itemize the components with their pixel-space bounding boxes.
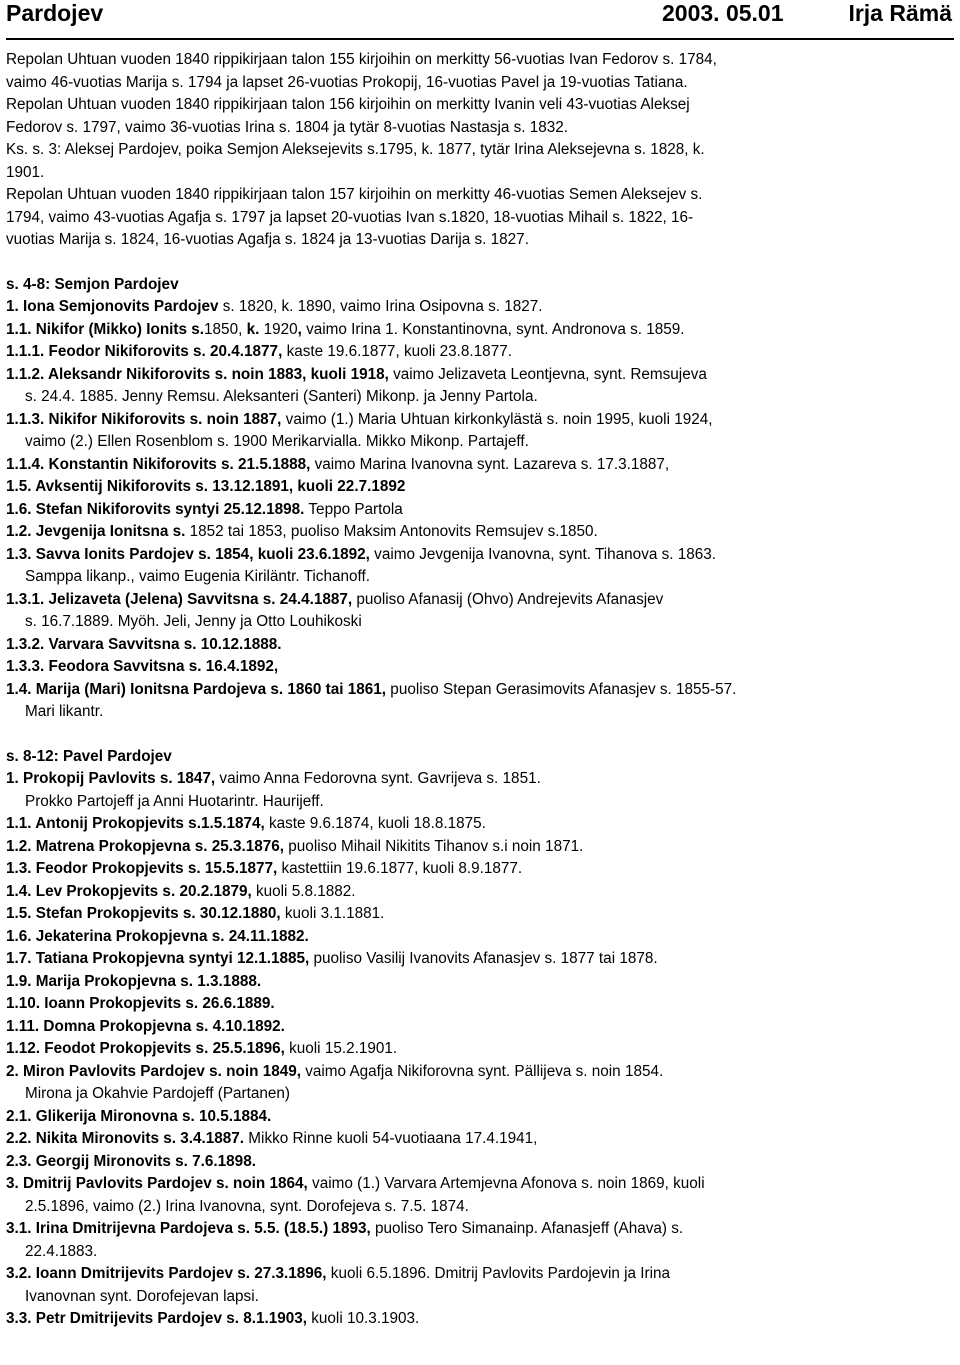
genealogy-entry: 1.5. Avksentij Nikiforovits s. 13.12.1891, kuoli 22.7.1892 <box>6 478 406 495</box>
document-header <box>6 0 954 40</box>
text-line: Fedorov s. 1797, vaimo 36-vuotias Irina s. 1804 ja tytär 8-vuotias Nastasja s. 1832. <box>6 118 569 136</box>
genealogy-entry: 1.12. Feodot Prokopjevits s. 25.5.1896, kuoli 15.2.1901. <box>6 1040 398 1057</box>
entry-continuation: Samppa likanp., vaimo Eugenia Kiriläntr. Tichanoff. <box>25 568 370 585</box>
entry-continuation: s. 24.4. 1885. Jenny Remsu. Aleksanteri (Santeri) Mikonp. ja Jenny Partola. <box>25 388 538 405</box>
document-body <box>6 40 954 1331</box>
text-line: Repolan Uhtuan vuoden 1840 rippikirjaan talon 156 kirjoihin on merkitty Ivanin veli 43-vuotias Aleksej <box>6 96 690 113</box>
genealogy-entry: 1. Iona Semjonovits Pardojev s. 1820, k. 1890, vaimo Irina Osipovna s. 1827. <box>6 298 543 315</box>
genealogy-entry: 1.3. Savva Ionits Pardojev s. 1854, kuoli 23.6.1892, vaimo Jevgenija Ivanovna, synt. Tihanova s. 1863. <box>6 545 717 563</box>
entry-continuation: s. 16.7.1889. Myöh. Jeli, Jenny ja Otto Louhikoski <box>25 613 362 630</box>
genealogy-entry: 1.5. Stefan Prokopjevits s. 30.12.1880, kuoli 3.1.1881. <box>6 905 385 922</box>
genealogy-entry: 1.3.1. Jelizaveta (Jelena) Savvitsna s. 24.4.1887, puoliso Afanasij (Ohvo) Andrejevits Afanasjev <box>6 590 664 608</box>
genealogy-entry: 1.1.3. Nikifor Nikiforovits s. noin 1887, vaimo (1.) Maria Uhtuan kirkonkylästä s. noin 1995, kuoli 1924, <box>6 410 713 428</box>
genealogy-entry: 2.1. Glikerija Mironovna s. 10.5.1884. <box>6 1107 272 1125</box>
entry-continuation: 2.5.1896, vaimo (2.) Irina Ivanovna, synt. Dorofejeva s. 7.5. 1874. <box>25 1197 469 1215</box>
genealogy-entry: 2.3. Georgij Mironovits s. 7.6.1898. <box>6 1152 256 1170</box>
document-page <box>6 0 954 1331</box>
text-line: vuotias Marija s. 1824, 16-vuotias Agafja s. 1824 ja 13-vuotias Darija s. 1827. <box>6 231 529 248</box>
text-line: 1901. <box>6 163 45 181</box>
section-heading: s. 8-12: Pavel Pardojev <box>6 747 172 765</box>
entry-continuation: Mari likantr. <box>25 703 104 720</box>
genealogy-entry: 1.4. Lev Prokopjevits s. 20.2.1879, kuoli 5.8.1882. <box>6 882 356 900</box>
genealogy-entry: 1.3.3. Feodora Savvitsna s. 16.4.1892, <box>6 658 279 675</box>
genealogy-entry: 3.3. Petr Dmitrijevits Pardojev s. 8.1.1903, kuoli 10.3.1903. <box>6 1310 420 1327</box>
genealogy-entry: 3.1. Irina Dmitrijevna Pardojeva s. 5.5. (18.5.) 1893, puoliso Tero Simanainp. Afanasjeff (Ahava) s. <box>6 1220 684 1237</box>
genealogy-entry: 1.3.2. Varvara Savvitsna s. 10.12.1888. <box>6 635 282 653</box>
text-line: vaimo 46-vuotias Marija s. 1794 ja lapset 26-vuotias Prokopij, 16-vuotias Pavel ja 19-vuotias Tatiana. <box>6 73 688 91</box>
entry-continuation: Ivanovnan synt. Dorofejevan lapsi. <box>25 1287 259 1305</box>
entry-continuation: 22.4.1883. <box>25 1242 98 1260</box>
genealogy-entry: 1.3. Feodor Prokopjevits s. 15.5.1877, kastettiin 19.6.1877, kuoli 8.9.1877. <box>6 860 523 877</box>
genealogy-entry: 1.11. Domna Prokopjevna s. 4.10.1892. <box>6 1017 285 1035</box>
entry-continuation: Prokko Partojeff ja Anni Huotarintr. Haurijeff. <box>25 792 324 810</box>
genealogy-entry: 1. Prokopij Pavlovits s. 1847, vaimo Anna Fedorovna synt. Gavrijeva s. 1851. <box>6 770 541 787</box>
entry-continuation: vaimo (2.) Ellen Rosenblom s. 1900 Merikarvialla. Mikko Mikonp. Partajeff. <box>25 433 529 450</box>
text-line: Ks. s. 3: Aleksej Pardojev, poika Semjon Aleksejevits s.1795, k. 1877, tytär Irina Aleksejevna s. 1828, k. <box>6 141 705 158</box>
text-line: 1794, vaimo 43-vuotias Agafja s. 1797 ja lapset 20-vuotias Ivan s.1820, 18-vuotias Mihail s. 1822, 16- <box>6 208 694 226</box>
genealogy-entry: 1.6. Stefan Nikiforovits syntyi 25.12.1898. Teppo Partola <box>6 500 403 518</box>
family-name: Pardojev <box>6 0 104 26</box>
genealogy-entry: 1.2. Matrena Prokopjevna s. 25.3.1876, puoliso Mihail Nikitits Tihanov s.i noin 1871. <box>6 837 584 855</box>
genealogy-entry: 1.2. Jevgenija Ionitsna s. 1852 tai 1853, puoliso Maksim Antonovits Remsujev s.1850. <box>6 523 598 540</box>
genealogy-entry: 1.6. Jekaterina Prokopjevna s. 24.11.1882. <box>6 927 309 945</box>
genealogy-entry: 3. Dmitrij Pavlovits Pardojev s. noin 1864, vaimo (1.) Varvara Artemjevna Afonova s. noin 1869, kuoli <box>6 1175 705 1192</box>
genealogy-entry: 1.9. Marija Prokopjevna s. 1.3.1888. <box>6 972 262 990</box>
genealogy-entry: 1.1.2. Aleksandr Nikiforovits s. noin 1883, kuoli 1918, vaimo Jelizaveta Leontjevna, synt. Remsujeva <box>6 365 707 383</box>
genealogy-entry: 1.10. Ioann Prokopjevits s. 26.6.1889. <box>6 995 275 1012</box>
genealogy-entry: 1.1. Nikifor (Mikko) Ionits s.1850, k. 1920, vaimo Irina 1. Konstantinovna, synt. Andronova s. 1859. <box>6 320 685 338</box>
genealogy-entry: 2. Miron Pavlovits Pardojev s. noin 1849, vaimo Agafja Nikiforovna synt. Pällijeva s. noin 1854. <box>6 1062 664 1080</box>
genealogy-entry: 3.2. Ioann Dmitrijevits Pardojev s. 27.3.1896, kuoli 6.5.1896. Dmitrij Pavlovits Pardojevin ja Irina <box>6 1265 671 1282</box>
genealogy-entry: 2.2. Nikita Mironovits s. 3.4.1887. Mikko Rinne kuoli 54-vuotiaana 17.4.1941, <box>6 1130 538 1147</box>
genealogy-entry: 1.1.1. Feodor Nikiforovits s. 20.4.1877, kaste 19.6.1877, kuoli 23.8.1877. <box>6 343 512 360</box>
entry-continuation: Mirona ja Okahvie Pardojeff (Partanen) <box>25 1085 290 1102</box>
section-heading: s. 4-8: Semjon Pardojev <box>6 275 179 293</box>
genealogy-entry: 1.4. Marija (Mari) Ionitsna Pardojeva s. 1860 tai 1861, puoliso Stepan Gerasimovits Afanasjev s. 1855-57. <box>6 680 737 698</box>
genealogy-entry: 1.1.4. Konstantin Nikiforovits s. 21.5.1888, vaimo Marina Ivanovna synt. Lazareva s. 17.3.1887, <box>6 455 670 473</box>
text-line: Repolan Uhtuan vuoden 1840 rippikirjaan talon 157 kirjoihin on merkitty 46-vuotias Semen Aleksejev s. <box>6 186 703 203</box>
genealogy-entry: 1.1. Antonij Prokopjevits s.1.5.1874, kaste 9.6.1874, kuoli 18.8.1875. <box>6 815 486 832</box>
author-name: Irja Rämä <box>848 0 952 26</box>
document-date: 2003. 05.01 <box>662 0 784 26</box>
genealogy-entry: 1.7. Tatiana Prokopjevna syntyi 12.1.1885, puoliso Vasilij Ivanovits Afanasjev s. 1877 tai 1878. <box>6 950 658 967</box>
text-line: Repolan Uhtuan vuoden 1840 rippikirjaan talon 155 kirjoihin on merkitty 56-vuotias Ivan Fedorov s. 1784, <box>6 51 717 68</box>
